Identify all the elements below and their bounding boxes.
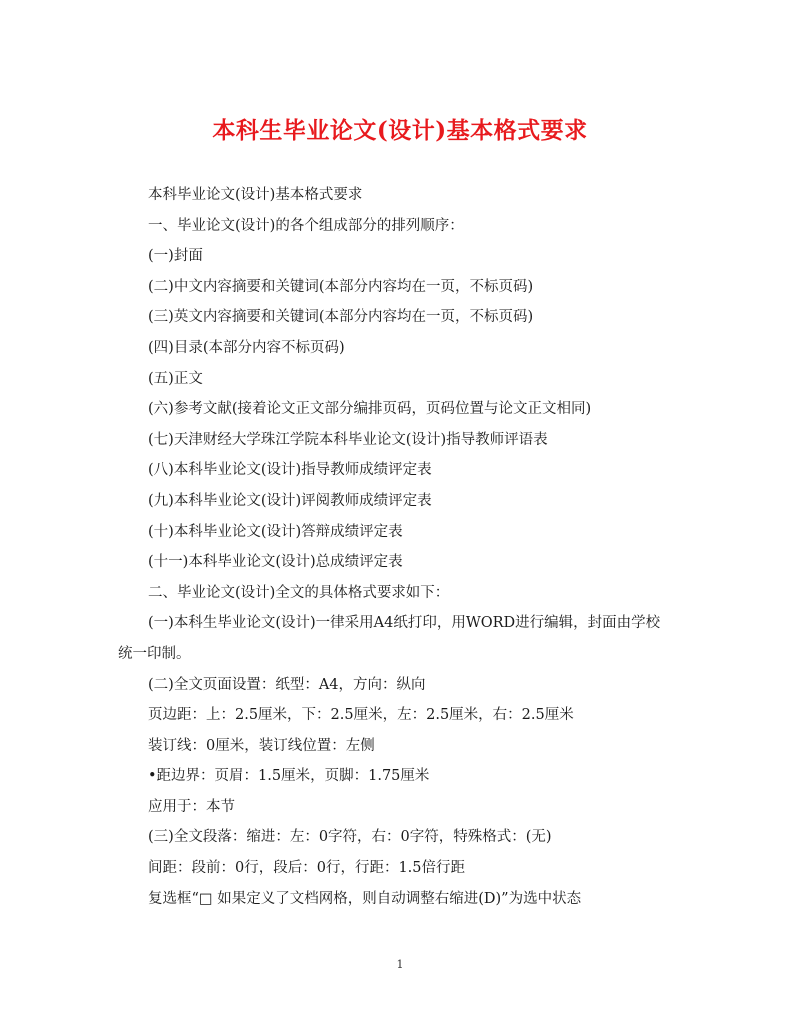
paragraph-apply-to: 应用于：本节 xyxy=(148,798,235,815)
list-item-english-abstract: (三)英文内容摘要和关键词(本部分内容均在一页，不标页码) xyxy=(148,309,534,326)
paragraph-spacing: 间距：段前：0行，段后：0行，行距：1.5倍行距 xyxy=(148,860,466,877)
list-item-defense-grade: (十)本科毕业论文(设计)答辩成绩评定表 xyxy=(148,523,403,540)
document-body xyxy=(118,180,670,914)
paragraph-page-setup: (二)全文页面设置：纸型：A4，方向：纵向 xyxy=(148,676,426,693)
list-item-advisor-grade: (八)本科毕业论文(设计)指导教师成绩评定表 xyxy=(148,462,432,479)
paragraph-gutter: 装订线：0厘米，装订线位置：左侧 xyxy=(148,737,375,754)
paragraph-section-one: 一、毕业论文(设计)的各个组成部分的排列顺序： xyxy=(148,217,464,234)
paragraph-indentation: (三)全文段落：缩进：左：0字符，右：0字符，特殊格式：(无) xyxy=(148,829,552,846)
paragraph-section-two: 二、毕业论文(设计)全文的具体格式要求如下： xyxy=(148,584,450,601)
document-title: 本科生毕业论文(设计)基本格式要求 xyxy=(212,117,588,144)
page-number: 1 xyxy=(396,958,404,971)
list-item-chinese-abstract: (二)中文内容摘要和关键词(本部分内容均在一页，不标页码) xyxy=(148,278,534,295)
paragraph-margins: 页边距：上：2.5厘米，下：2.5厘米，左：2.5厘米，右：2.5厘米 xyxy=(148,707,574,724)
list-item-reviewer-grade: (九)本科毕业论文(设计)评阅教师成绩评定表 xyxy=(148,492,432,509)
list-item-cover: (一)封面 xyxy=(148,248,203,265)
list-item-main-text: (五)正文 xyxy=(148,370,203,387)
paragraph-header-footer-distance: •距边界：页眉：1.5厘米，页脚：1.75厘米 xyxy=(148,768,430,785)
list-item-table-of-contents: (四)目录(本部分内容不标页码) xyxy=(148,339,345,356)
list-item-advisor-comments: (七)天津财经大学珠江学院本科毕业论文(设计)指导教师评语表 xyxy=(148,431,548,448)
paragraph-grid-checkbox: 复选框“□ 如果定义了文档网格，则自动调整右缩进(D)”为选中状态 xyxy=(148,890,582,907)
paragraph-printing-requirement: (一)本科生毕业论文(设计)一律采用A4纸打印，用WORD进行编辑，封面由学校统一印制。 xyxy=(118,615,661,662)
paragraph-heading: 本科毕业论文(设计)基本格式要求 xyxy=(148,187,363,203)
list-item-references: (六)参考文献(接着论文正文部分编排页码，页码位置与论文正文相同) xyxy=(148,401,592,418)
list-item-total-grade: (十一)本科毕业论文(设计)总成绩评定表 xyxy=(148,554,403,571)
